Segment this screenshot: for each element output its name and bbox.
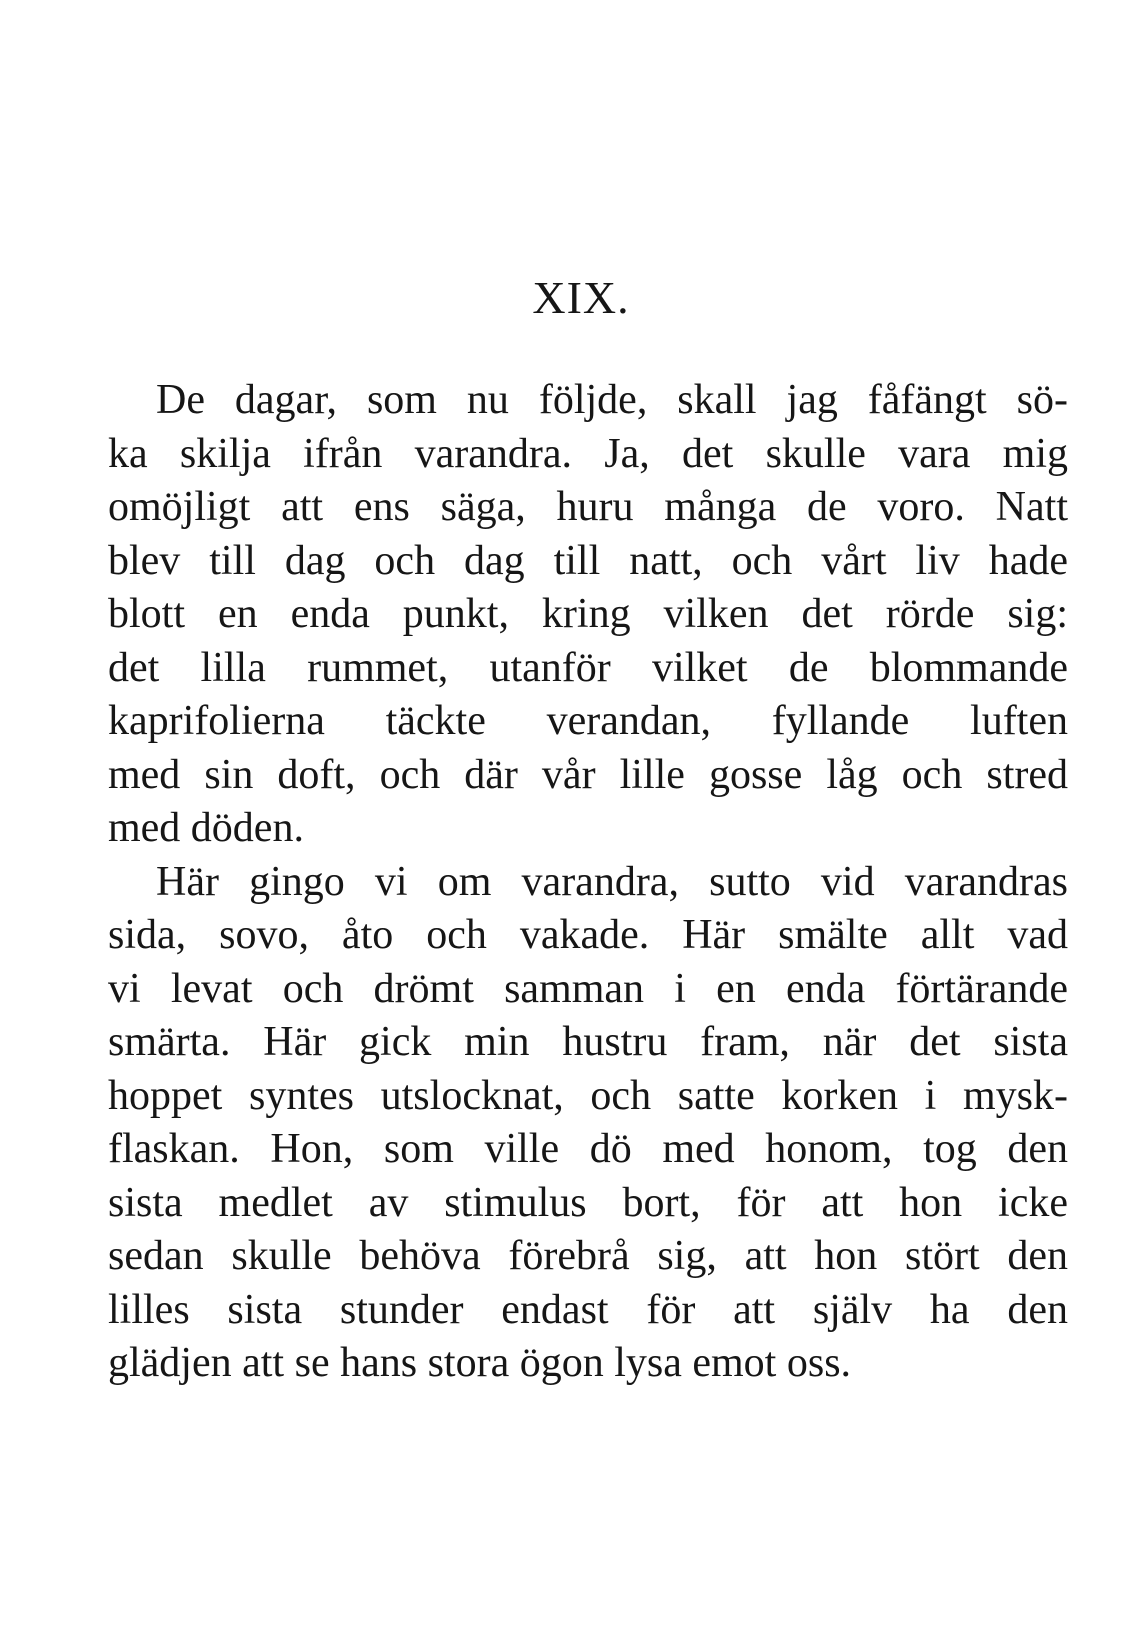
text-line: det lilla rummet, utanför vilket de blommande xyxy=(108,644,1068,691)
text-line: sista medlet av stimulus bort, för att hon icke xyxy=(108,1179,1068,1226)
text-line: lilles sista stunder endast för att själv ha den xyxy=(108,1286,1068,1333)
text-line: glädjen att se hans stora ögon lysa emot oss. xyxy=(108,1340,852,1386)
text-line: sedan skulle behöva förebrå sig, att hon stört den xyxy=(108,1233,1068,1279)
text-line: sida, sovo, åto och vakade. Här smälte allt vad xyxy=(108,912,1068,958)
text-line: blev till dag och dag till natt, och vårt liv hade xyxy=(108,537,1068,584)
body-text xyxy=(108,374,1068,1391)
text-line: flaskan. Hon, som ville dö med honom, tog den xyxy=(108,1126,1068,1172)
text-line: omöjligt att ens säga, huru många de voro. Natt xyxy=(108,484,1068,530)
text-line: med döden. xyxy=(108,805,304,851)
text-line: Här gingo vi om varandra, sutto vid varandras xyxy=(156,858,1068,905)
chapter-heading: XIX. xyxy=(532,272,630,323)
paragraph-1 xyxy=(108,374,1068,856)
text-line: med sin doft, och där vår lille gosse låg och stred xyxy=(108,751,1068,798)
text-line: vi levat och drömt samman i en enda förtärande xyxy=(108,965,1068,1012)
text-line: smärta. Här gick min hustru fram, när det sista xyxy=(108,1019,1068,1065)
text-line: blott en enda punkt, kring vilken det rörde sig: xyxy=(108,591,1068,637)
paragraph-2 xyxy=(108,856,1068,1391)
text-line: De dagar, som nu följde, skall jag fåfängt sö- xyxy=(156,377,1068,423)
text-line: hoppet syntes utslocknat, och satte korken i mysk- xyxy=(108,1072,1068,1119)
text-line: ka skilja ifrån varandra. Ja, det skulle vara mig xyxy=(108,430,1068,477)
text-line: kaprifolierna täckte verandan, fyllande luften xyxy=(108,698,1068,744)
